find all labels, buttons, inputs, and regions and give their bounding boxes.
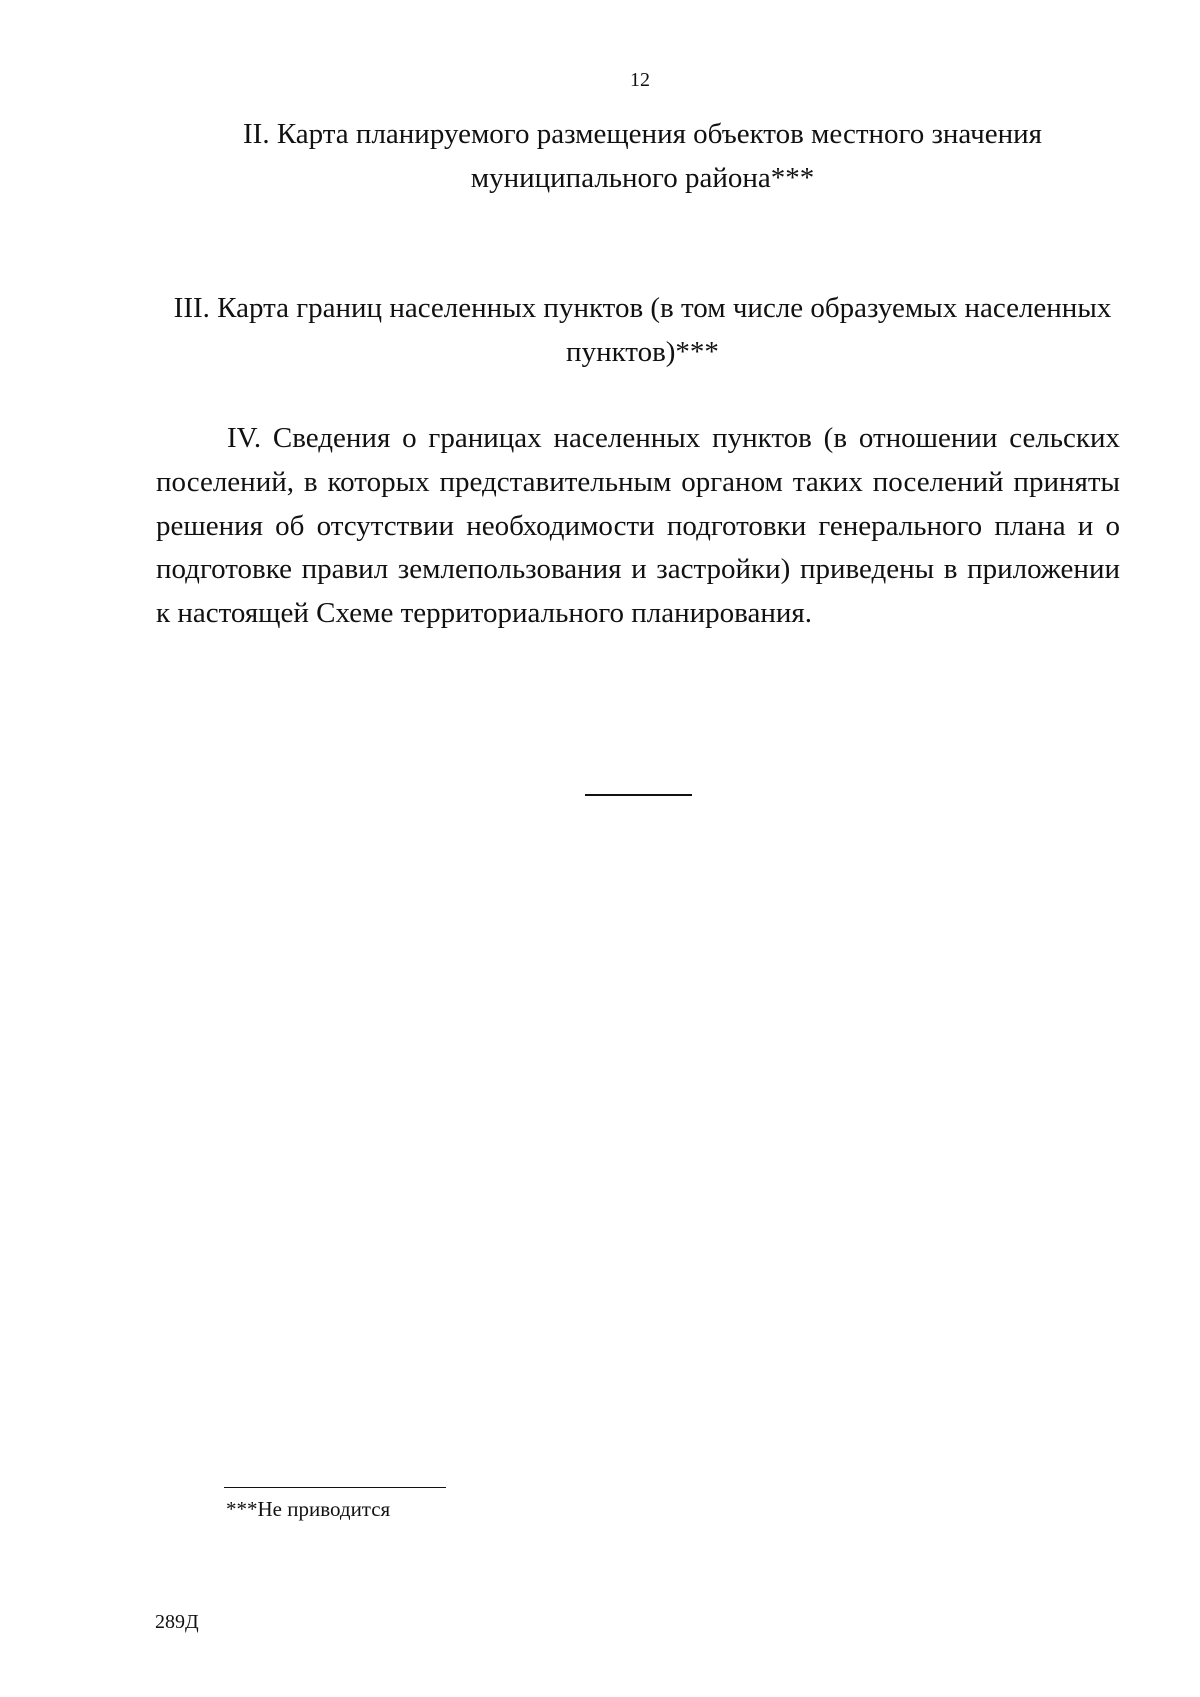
footnote-text: ***Не приводится: [226, 1497, 391, 1521]
document-code: 289Д: [155, 1611, 199, 1633]
page-number: 12: [630, 69, 650, 91]
section-3-title: III. Карта границ населенных пунктов (в том числе образуемых населенных пунктов)***: [173, 292, 1112, 368]
section-end-divider: [585, 794, 692, 796]
section-4-paragraph: IV. Сведения о границах населенных пунктов (в отношении сельских поселений, в которых представительным органом таких поселений приняты решения об отсутствии необходимости подготовки генерального плана и о подготовке правил землепользования и застройки) приведены в приложении к настоящей Схеме территориального планирования.: [156, 422, 1120, 630]
footnote-divider: [224, 1487, 446, 1488]
section-2-title: II. Карта планируемого размещения объектов местного значения муниципального района***: [243, 118, 1042, 194]
